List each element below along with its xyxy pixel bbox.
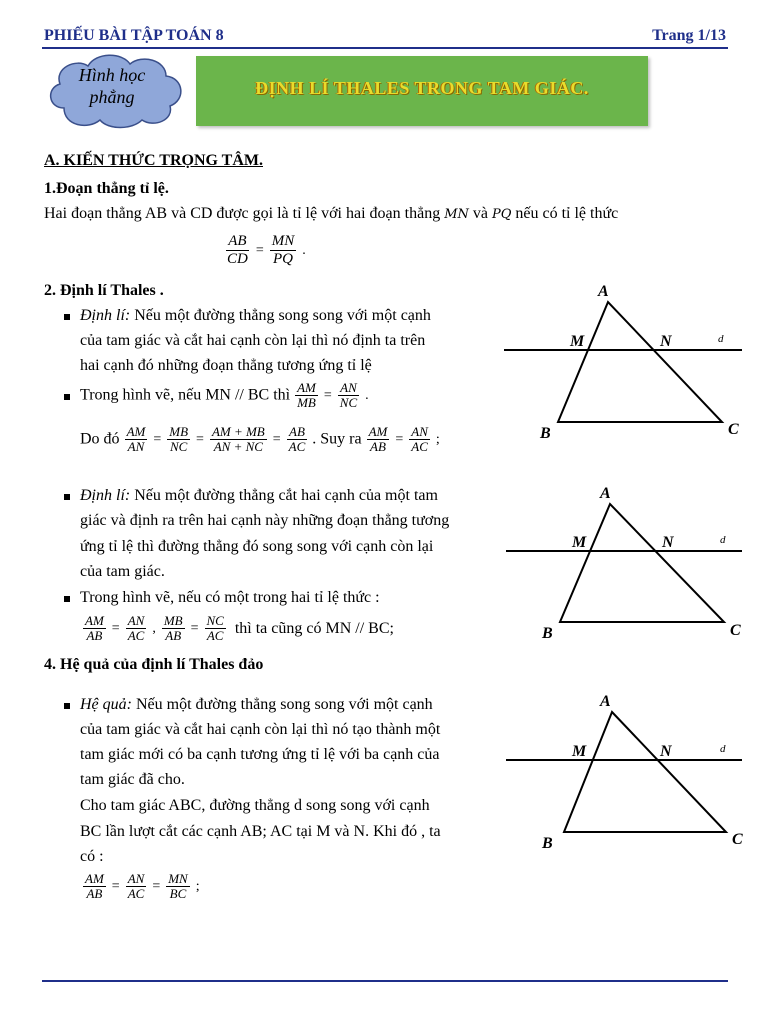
equals: = <box>111 620 120 636</box>
s4-line5: Cho tam giác ABC, đường thẳng d song song với cạnh <box>80 797 430 814</box>
equals: = <box>152 878 161 894</box>
equals: = <box>255 242 264 258</box>
triangle-abc <box>564 712 726 832</box>
den: AB <box>86 628 103 643</box>
num: AM <box>85 871 104 886</box>
header-divider <box>42 47 728 49</box>
den: MB <box>297 395 316 410</box>
num: MN <box>168 871 188 886</box>
s3-b1-line1 <box>80 487 438 505</box>
equals: = <box>395 431 404 447</box>
den: CD <box>227 251 248 267</box>
equals: = <box>272 431 281 447</box>
triangle-figure-1 <box>500 280 750 445</box>
s1-pq: PQ <box>491 207 512 222</box>
s2-do-do-line <box>80 425 441 454</box>
period: . <box>302 242 306 258</box>
triangle-abc <box>558 302 722 422</box>
proportion-formula <box>224 233 307 268</box>
cloud-line-2: phẳng <box>89 87 135 107</box>
den: NC <box>169 439 188 454</box>
text: Nếu một đường thẳng song song với một cạnh <box>134 307 431 324</box>
fraction-an-ac <box>126 614 147 643</box>
fraction-an-ac <box>409 425 430 454</box>
label: Định lí: <box>80 307 131 324</box>
den: AN + NC <box>213 439 263 454</box>
num: AN <box>127 613 145 628</box>
num: AN <box>340 380 357 395</box>
den: AC <box>411 439 428 454</box>
triangle-figure-2 <box>500 482 750 647</box>
den: BC <box>169 886 187 901</box>
label-b: B <box>542 835 553 852</box>
section-a-heading: A. KIẾN THỨC TRỌNG TÂM. <box>44 152 263 169</box>
section-4-heading: 4. Hệ quả của định lí Thales đảo <box>44 656 264 673</box>
num: AM + MB <box>211 424 265 439</box>
s3-b1-line4: của tam giác. <box>80 563 165 580</box>
semicolon: ; <box>195 878 200 894</box>
label-b: B <box>542 625 553 642</box>
s1-va: và <box>472 205 488 222</box>
label-a: A <box>598 283 609 300</box>
section-2-heading: 2. Định lí Thales . <box>44 282 164 299</box>
text: Nếu một đường thẳng cắt hai cạnh của một tam <box>134 487 438 504</box>
period: . <box>365 387 369 403</box>
equals: = <box>190 620 199 636</box>
label-a: A <box>600 693 611 710</box>
text: Nếu một đường thẳng song song với một cạnh <box>135 696 433 713</box>
s4-line3: tam giác mới có ba cạnh tương ứng tỉ lệ với ba cạnh của <box>80 746 440 763</box>
s4-line1 <box>80 696 433 714</box>
num: AB <box>228 233 247 249</box>
fraction-mn-bc <box>166 872 190 901</box>
label-c: C <box>732 831 743 848</box>
s3-b2-line: Trong hình vẽ, nếu có một trong hai tỉ lệ thức : <box>80 589 380 606</box>
den: AC <box>288 439 306 454</box>
s4-line7: có : <box>80 848 104 865</box>
s1-text-b: nếu có tỉ lệ thức <box>515 205 619 222</box>
fraction-am-mb <box>295 381 318 410</box>
equals: = <box>196 431 204 447</box>
label-d: d <box>720 534 726 546</box>
den: AC <box>206 628 224 643</box>
fraction-mb-ab <box>162 614 185 643</box>
equals: = <box>323 387 332 403</box>
fraction-am-an <box>125 425 148 454</box>
s2-b1-line3: hai cạnh đó những đoạn thẳng tương ứng tỉ lệ <box>80 357 372 374</box>
section-1-heading: 1.Đoạn thẳng tỉ lệ. <box>44 180 169 197</box>
fraction-an-ac <box>126 872 147 901</box>
bullet <box>64 703 70 709</box>
s4-line2: của tam giác và cắt hai cạnh còn lại thì nó tạo thành một <box>80 721 441 738</box>
s2-b1-line1 <box>80 307 431 325</box>
cloud-line-1: Hình học <box>78 65 146 85</box>
den: AC <box>127 628 145 643</box>
num: AN <box>127 871 145 886</box>
label-n: N <box>660 333 672 350</box>
fraction-mb-nc <box>167 425 190 454</box>
footer-divider <box>42 980 728 982</box>
page-number: Trang 1/13 <box>652 27 726 44</box>
s2-b1-line2: của tam giác và cắt hai cạnh còn lại thì nó định ta trên <box>80 332 426 349</box>
num: AB <box>289 424 305 439</box>
bullet <box>64 596 70 602</box>
s3-formula-line <box>82 614 394 643</box>
fraction-an-nc <box>338 381 359 410</box>
num: NC <box>206 613 224 628</box>
label-c: C <box>728 421 739 438</box>
text: thì ta cũng có MN // BC; <box>234 619 394 637</box>
s1-mn: MN <box>444 207 469 222</box>
label-n: N <box>660 743 672 760</box>
label: Hệ quả: <box>80 696 132 713</box>
s4-line4: tam giác đã cho. <box>80 771 185 788</box>
triangle-figure-3 <box>500 690 750 855</box>
fraction-ab-ac <box>287 425 308 454</box>
label-d: d <box>718 333 724 345</box>
label-m: M <box>570 333 585 350</box>
s3-b1-line2: giác và định ra trên hai cạnh này những đoạn thẳng tương <box>80 512 450 529</box>
num: MN <box>271 233 295 249</box>
num: AM <box>368 424 388 439</box>
text: Do đó <box>80 430 120 448</box>
num: MB <box>169 424 189 439</box>
fraction-nc-ac <box>205 614 226 643</box>
header-title: PHIẾU BÀI TẬP TOÁN 8 <box>44 27 224 44</box>
bullet <box>64 394 70 400</box>
bullet <box>64 314 70 320</box>
fraction-am-ab <box>83 872 106 901</box>
comma: , <box>152 620 156 636</box>
s2-b2-line <box>80 381 370 410</box>
label: Định lí: <box>80 487 131 504</box>
cloud-label <box>52 64 172 108</box>
label-a: A <box>600 485 611 502</box>
den: AC <box>127 886 145 901</box>
den: PQ <box>273 251 293 267</box>
num: MB <box>163 613 183 628</box>
triangle-abc <box>560 504 724 622</box>
label-d: d <box>720 743 726 755</box>
den: AB <box>370 439 386 454</box>
label-b: B <box>540 425 551 442</box>
num: AM <box>85 613 104 628</box>
equals: = <box>111 878 120 894</box>
label-n: N <box>662 534 674 551</box>
fraction-ab-cd <box>225 233 250 268</box>
fraction-mn-pq <box>270 233 297 268</box>
semicolon: ; <box>435 431 440 447</box>
s1-text-a: Hai đoạn thẳng AB và CD được gọi là tỉ lệ với hai đoạn thẳng <box>44 205 441 222</box>
s3-b1-line3: ứng tỉ lệ thì đường thẳng đó song song với cạnh còn lại <box>80 538 434 555</box>
s4-line6: BC lần lượt cắt các cạnh AB; AC tại M và N. Khi đó , ta <box>80 823 441 840</box>
label-m: M <box>572 534 587 551</box>
text: Trong hình vẽ, nếu MN // BC thì <box>80 386 291 404</box>
den: AB <box>165 628 182 643</box>
label-m: M <box>572 743 587 760</box>
fraction-am-ab <box>83 614 106 643</box>
den: NC <box>339 395 358 410</box>
s4-formula-line <box>82 872 201 901</box>
text: . Suy ra <box>312 430 362 448</box>
label-c: C <box>730 622 741 639</box>
num: AN <box>411 424 428 439</box>
num: AM <box>297 380 316 395</box>
bullet <box>64 494 70 500</box>
title-banner <box>196 56 648 126</box>
fraction-sum <box>210 425 267 454</box>
section-1-text <box>44 205 618 223</box>
den: AN <box>127 439 145 454</box>
banner-title: ĐỊNH LÍ THALES TRONG TAM GIÁC. <box>255 78 589 98</box>
equals: = <box>153 431 162 447</box>
den: AB <box>86 886 103 901</box>
fraction-am-ab <box>367 425 390 454</box>
num: AM <box>126 424 146 439</box>
